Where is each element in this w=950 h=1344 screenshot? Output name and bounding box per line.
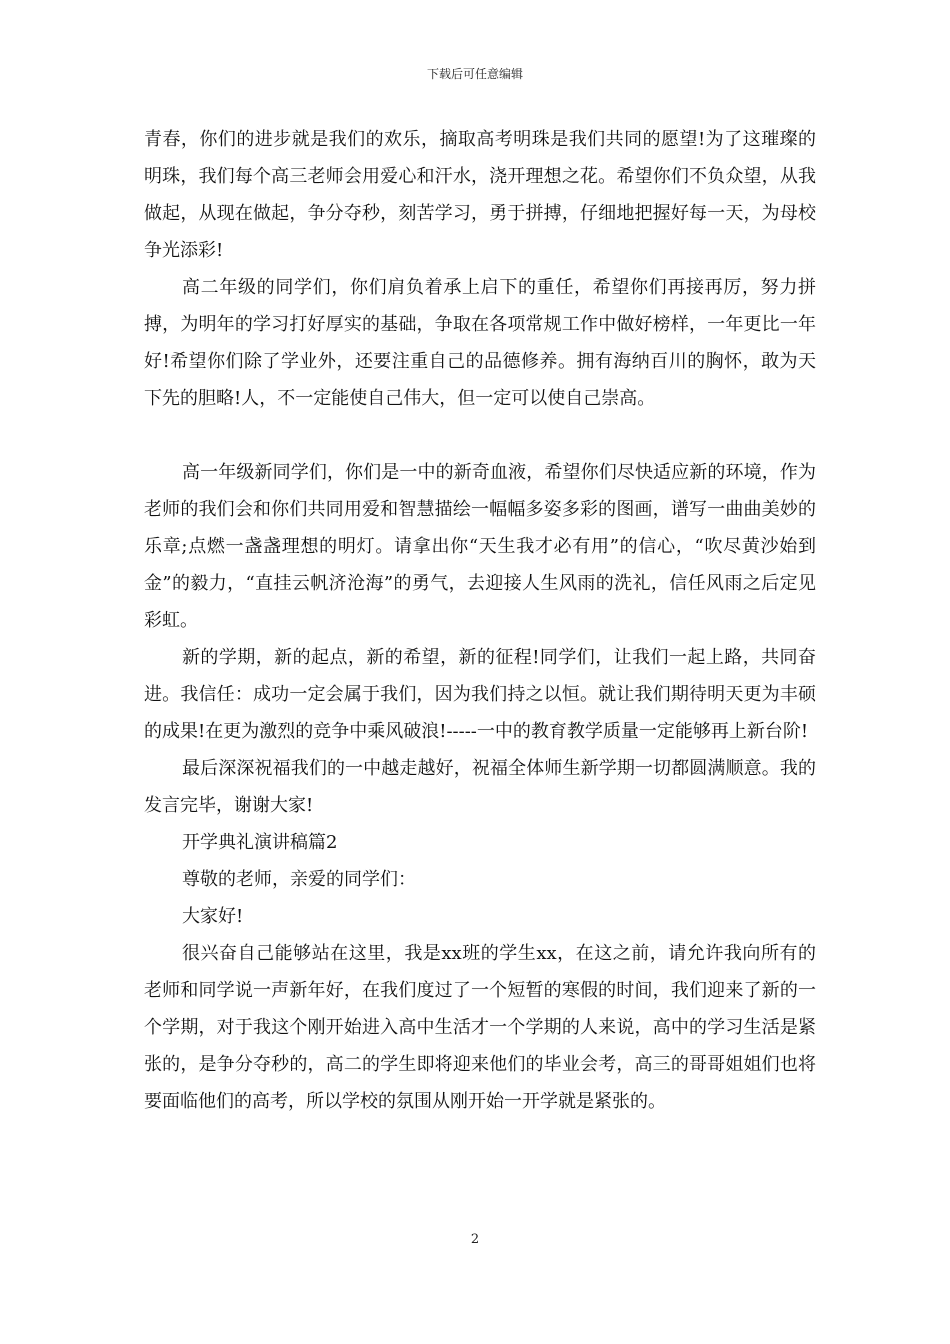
paragraph-gap bbox=[144, 417, 816, 454]
salutation: 尊敬的老师，亲爱的同学们： bbox=[182, 869, 416, 890]
paragraph-continuation: 青春，你们的进步就是我们的欢乐，摘取高考明珠是我们共同的愿望!为了这璀璨的明珠，我们每个高三老师会用爱心和汗水，浇开理想之花。希望你们不负众望，从我做起，从现在做起，争分夺秒，刻苦学习，勇于拼搏，仔细地把握好每一天，为母校争光添彩! bbox=[144, 129, 816, 261]
page-header: 下载后可任意编辑 bbox=[426, 67, 523, 81]
paragraph-new-semester: 新的学期，新的起点，新的希望，新的征程!同学们，让我们一起上路，共同奋进。我信任：成功一定会属于我们，因为我们持之以恒。就让我们期待明天更为丰硕的成果!在更为激烈的竞争中乘风破浪!-----一中的教育教学质量一定能够再上新台阶! bbox=[144, 647, 816, 742]
section-title: 开学典礼演讲稿篇2 bbox=[182, 832, 338, 853]
greeting: 大家好! bbox=[182, 906, 244, 927]
paragraph-grade-two: 高二年级的同学们，你们肩负着承上启下的重任，希望你们再接再厉，努力拼搏，为明年的学习打好厚实的基础，争取在各项常规工作中做好榜样，一年更比一年好!希望你们除了学业外，还要注重自己的品德修养。拥有海纳百川的胸怀，敢为天下先的胆略!人，不一定能使自己伟大，但一定可以使自己崇高。 bbox=[144, 277, 816, 409]
paragraph-grade-one: 高一年级新同学们，你们是一中的新奇血液，希望你们尽快适应新的环境，作为老师的我们会和你们共同用爱和智慧描绘一幅幅多姿多彩的图画，谱写一曲曲美妙的乐章;点燃一盏盏理想的明灯。请拿出你“天生我才必有用”的信心，“吹尽黄沙始到金”的毅力，“直挂云帆济沧海”的勇气，去迎接人生风雨的洗礼，信任风雨之后定见彩虹。 bbox=[144, 462, 816, 631]
paragraph-closing: 最后深深祝福我们的一中越走越好，祝福全体师生新学期一切都圆满顺意。我的发言完毕，谢谢大家! bbox=[144, 758, 816, 816]
paragraph-speech-intro: 很兴奋自己能够站在这里，我是xx班的学生xx，在这之前，请允许我向所有的老师和同学说一声新年好，在我们度过了一个短暂的寒假的时间，我们迎来了新的一个学期，对于我这个刚开始进入高中生活才一个学期的人来说，高中的学习生活是紧张的，是争分夺秒的，高二的学生即将迎来他们的毕业会考，高三的哥哥姐姐们也将要面临他们的高考，所以学校的氛围从刚开始一开学就是紧张的。 bbox=[144, 943, 816, 1112]
document-body bbox=[144, 121, 816, 1120]
page-number: 2 bbox=[470, 1232, 480, 1247]
